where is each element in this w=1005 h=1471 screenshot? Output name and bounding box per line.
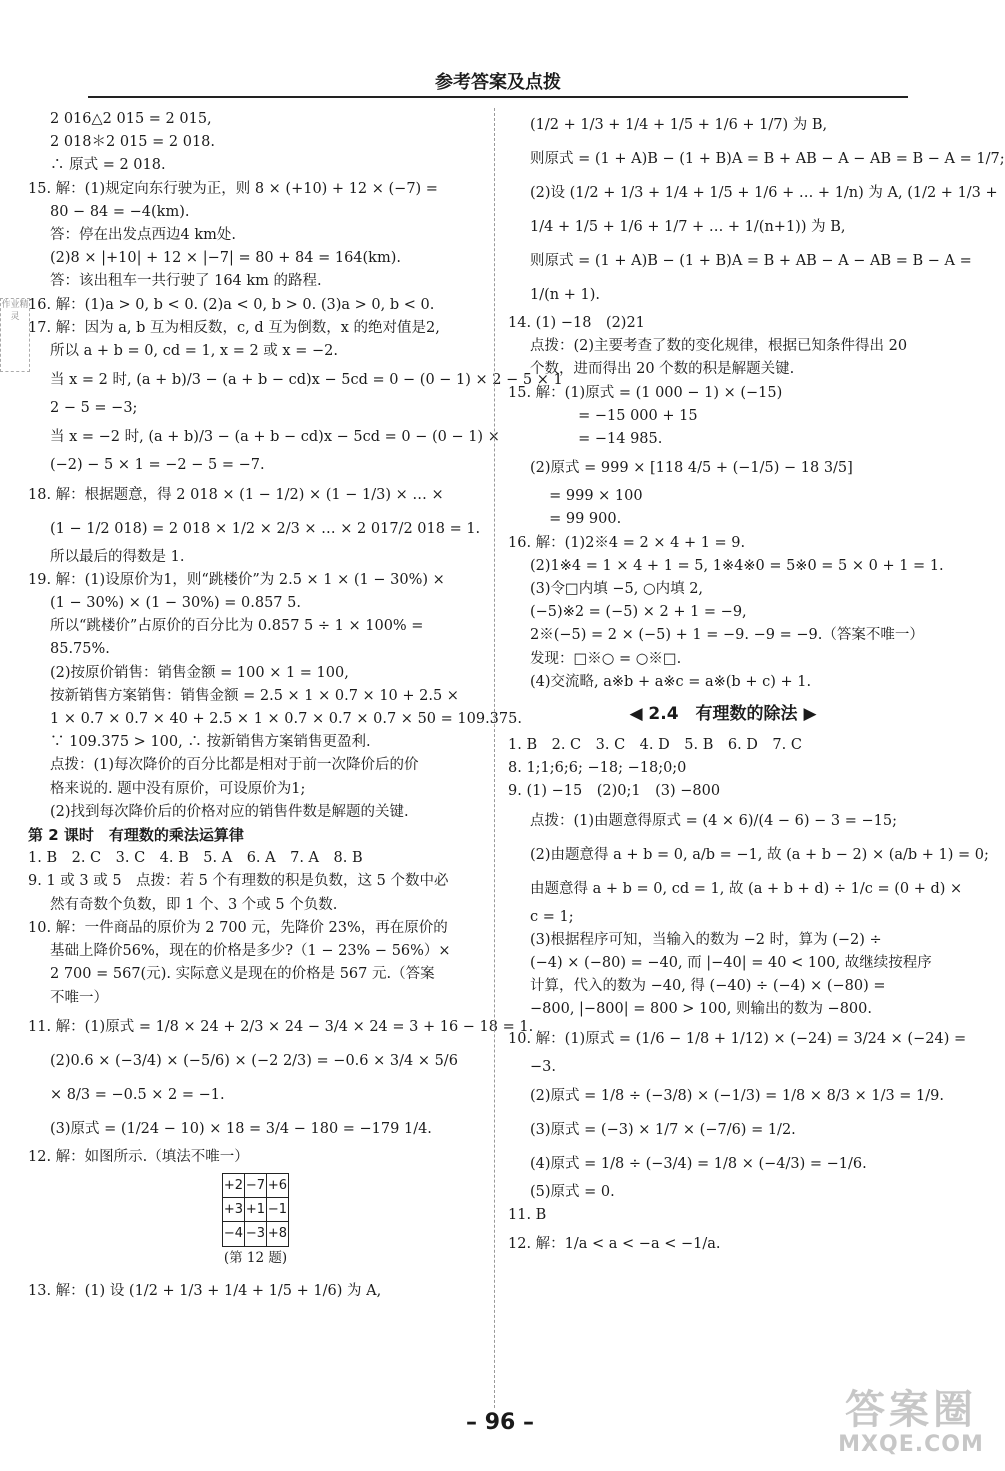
watermark-line1: 答案圈 [845, 1387, 977, 1433]
right-lines [508, 108, 1005, 1261]
answer-line: 所以“跳楼价”占原价的百分比为 0.857 5 ÷ 1 × 100% = [50, 618, 424, 635]
answer-line: (−4) × (−80) = −40, 而 |−40| = 40 < 100, 故继续按程序 [530, 955, 932, 972]
grid-cell: +6 [267, 1173, 289, 1197]
answer-line: 则原式 = (1 + A)B − (1 + B)A = B + AB − A − AB = B − A = [530, 253, 972, 269]
answer-line: −3. [530, 1058, 556, 1075]
answer-line: 点拨：(2)主要考查了数的变化规律，根据已知条件得出 20 [530, 338, 908, 355]
page-number: – 96 – [466, 1410, 534, 1435]
answer-line: = 99 900. [530, 511, 622, 528]
answer-line: 格来说的. 题中没有原价，可设原价为1; [50, 780, 306, 797]
answer-line: 当 x = 2 时, (a + b)/3 − (a + b − cd)x − 5cd = 0 − (0 − 1) × 2 − 5 × 1 [50, 372, 563, 389]
answer-line: 个数，进而得出 20 个数的积是解题关键. [530, 361, 795, 378]
grid-cell: +3 [223, 1198, 245, 1222]
answer-line: 1/(n + 1). [530, 287, 600, 303]
answer-line: (−2) − 5 × 1 = −2 − 5 = −7. [50, 457, 265, 474]
answer-line: 12. 解：1/a < a < −a < −1/a. [508, 1236, 721, 1253]
answer-line: 2 − 5 = −3; [50, 400, 138, 417]
answer-line: = −15 000 + 15 [530, 407, 698, 424]
grid-cell: −7 [245, 1173, 267, 1197]
answer-line: 12. 解：如图所示.（填法不唯一） [28, 1148, 249, 1165]
answer-line: (1/2 + 1/3 + 1/4 + 1/5 + 1/6 + 1/7) 为 B, [530, 117, 828, 133]
answer-line: (2)按原价销售：销售金额 = 100 × 1 = 100, [50, 664, 349, 681]
answer-line: 14. (1) −18 (2)21 [508, 315, 645, 331]
answer-line: (2)原式 = 1/8 ÷ (−3/8) × (−1/3) = 1/8 × 8/3 × 1/3 = 1/9. [530, 1087, 945, 1104]
grid-cell: +2 [223, 1173, 245, 1197]
answer-line: 点拨：(1)由题意得原式 = (4 × 6)/(4 − 6) − 3 = −15; [530, 812, 898, 829]
answer-line: 答：该出租车一共行驶了 164 km 的路程. [50, 273, 322, 290]
answer-line: 11. B [508, 1207, 547, 1224]
answer-line: 由题意得 a + b = 0, cd = 1, 故 (a + b + d) ÷ 1/c = (0 + d) × [530, 880, 963, 897]
answer-line: (1 − 30%) × (1 − 30%) = 0.857 5. [50, 595, 301, 612]
answer-line: 10. 解：一件商品的原价为 2 700 元，先降价 23%，再在原价的 [28, 919, 448, 936]
answer-line: 2 018＊2 015 = 2 018. [50, 134, 216, 151]
answer-line: 2 700 = 567(元). 实际意义是现在的价格是 567 元.（答案 [50, 966, 435, 983]
grid-row [223, 1198, 289, 1222]
answer-line: 1 × 0.7 × 0.7 × 40 + 2.5 × 1 × 0.7 × 0.7 × 0.7 × 50 = 109.375. [50, 711, 522, 728]
answer-line: 所以最后的得数是 1. [50, 548, 185, 565]
answer-line: 1/4 + 1/5 + 1/6 + 1/7 + … + 1/(n+1)) 为 B, [530, 219, 846, 235]
answer-line: (4)交流略, a※b + a※c = a※(b + c) + 1. [530, 673, 812, 690]
answer-line: (2)1※4 = 1 × 4 + 1 = 5, 1※4※0 = 5※0 = 5 × 0 + 1 = 1. [530, 557, 944, 574]
answer-line: (2)设 (1/2 + 1/3 + 1/4 + 1/5 + 1/6 + … + 1/n) 为 A, (1/2 + 1/3 + [530, 185, 998, 201]
answer-line: 2※(−5) = 2 × (−5) + 1 = −9. −9 = −9.（答案不唯一） [530, 627, 924, 644]
answer-line: 当 x = −2 时, (a + b)/3 − (a + b − cd)x − 5cd = 0 − (0 − 1) × [50, 429, 500, 446]
answer-line: 1. B 2. C 3. C 4. D 5. B 6. D 7. C [508, 737, 802, 754]
answer-line: 所以 a + b = 0, cd = 1, x = 2 或 x = −2. [50, 343, 338, 360]
answer-line: (3)原式 = (1/24 − 10) × 18 = 3/4 − 180 = −179 1/4. [50, 1120, 432, 1137]
answer-line: 答：停在出发点西边4 km处. [50, 227, 236, 244]
answer-line: ∵ 109.375 > 100, ∴ 按新销售方案销售更盈利. [50, 734, 371, 751]
section-title: 第 2 课时 有理数的乘法运算律 [28, 826, 244, 845]
grid-row [223, 1222, 289, 1246]
grid-cell: +8 [267, 1222, 289, 1246]
figure-12-caption: (第 12 题) [223, 1249, 288, 1266]
answer-line: 80 − 84 = −4(km). [50, 203, 190, 220]
answer-line: c = 1; [530, 908, 574, 925]
answer-line: = −14 985. [530, 431, 663, 448]
watermark-logo [826, 1388, 996, 1458]
answer-line: (2)由题意得 a + b = 0, a/b = −1, 故 (a + b − 2) × (a/b + 1) = 0; [530, 846, 989, 863]
answer-line: (−5)※2 = (−5) × 2 + 1 = −9, [530, 604, 747, 621]
grid-cell: −4 [223, 1222, 245, 1246]
grid-cell: +1 [245, 1198, 267, 1222]
answer-line: 1. B 2. C 3. C 4. B 5. A 6. A 7. A 8. B [28, 850, 363, 867]
answer-line: 15. 解：(1)规定向东行驶为正，则 8 × (+10) + 12 × (−7) = [28, 180, 438, 197]
right-column [508, 108, 1005, 1261]
answer-line: 按新销售方案销售：销售金额 = 2.5 × 1 × 0.7 × 10 + 2.5 × [50, 687, 459, 704]
answer-line: 16. 解：(1)2※4 = 2 × 4 + 1 = 9. [508, 534, 746, 551]
section-title: ◀ 2.4 有理数的除法 ▶ [629, 704, 817, 725]
answer-line: 不唯一） [50, 989, 108, 1006]
answer-line: (3)根据程序可知，当输入的数为 −2 时，算为 (−2) ÷ [530, 931, 882, 948]
answer-line: 85.75%. [50, 641, 110, 658]
answer-line: 13. 解：(1) 设 (1/2 + 1/3 + 1/4 + 1/5 + 1/6) 为 A, [28, 1282, 382, 1299]
answer-line: 9. 1 或 3 或 5 点拨：若 5 个有理数的积是负数，这 5 个数中必 [28, 873, 449, 890]
answer-line: 11. 解：(1)原式 = 1/8 × 24 + 2/3 × 24 − 3/4 × 24 = 3 + 16 − 18 = 1. [28, 1018, 534, 1035]
answer-line: 9. (1) −15 (2)0;1 (3) −800 [508, 783, 721, 800]
left-tail-lines [28, 1274, 483, 1308]
answer-line: 15. 解：(1)原式 = (1 000 − 1) × (−15) [508, 384, 783, 401]
answer-line: 则原式 = (1 + A)B − (1 + B)A = B + AB − A − AB = B − A = 1/7; [530, 151, 1005, 167]
header-rule [88, 96, 908, 98]
answer-line: 10. 解：(1)原式 = (1/6 − 1/8 + 1/12) × (−24) = 3/24 × (−24) = [508, 1030, 967, 1047]
answer-line: 点拨：(1)每次降价的百分比都是相对于前一次降价后的价 [50, 757, 419, 774]
answer-line: (4)原式 = 1/8 ÷ (−3/4) = 1/8 × (−4/3) = −1/6. [530, 1155, 867, 1172]
figure-12-grid [222, 1173, 289, 1247]
answer-line: 17. 解：因为 a, b 互为相反数，c, d 互为倒数，x 的绝对值是2, [28, 319, 440, 336]
answer-line: −800, |−800| = 800 > 100, 则输出的数为 −800. [530, 1001, 872, 1018]
answer-line: 发现：□※○ = ○※□. [530, 650, 682, 667]
answer-line: (2)找到每次降价后的价格对应的销售件数是解题的关键. [50, 803, 409, 820]
answer-line: 16. 解：(1)a > 0, b < 0. (2)a < 0, b > 0. (3)a > 0, b < 0. [28, 296, 435, 313]
stamp-mark: 作业精灵 [0, 298, 30, 372]
answer-line: (3)原式 = (−3) × 1/7 × (−7/6) = 1/2. [530, 1121, 796, 1138]
grid-cell: −1 [267, 1198, 289, 1222]
answer-line: (5)原式 = 0. [530, 1183, 615, 1200]
watermark-line2: MXQE.COM [838, 1432, 984, 1457]
grid-cell: −3 [245, 1222, 267, 1246]
answer-line: 然有奇数个负数，即 1 个、3 个或 5 个负数. [50, 896, 338, 913]
answer-line: (2)原式 = 999 × [118 4/5 + (−1/5) − 18 3/5] [530, 460, 853, 477]
answer-line: (3)令□内填 −5, ○内填 2, [530, 581, 704, 598]
grid-row [223, 1173, 289, 1197]
column-divider [494, 108, 496, 1408]
answer-line: 基础上降价56%，现在的价格是多少?（1 − 23% − 56%）× [50, 943, 451, 960]
answer-line: × 8/3 = −0.5 × 2 = −1. [50, 1086, 225, 1103]
answer-line: = 999 × 100 [530, 488, 643, 505]
answer-line: 19. 解：(1)设原价为1，则“跳楼价”为 2.5 × 1 × (1 − 30%) × [28, 571, 445, 588]
answer-line: 18. 解：根据题意，得 2 018 × (1 − 1/2) × (1 − 1/3) × … × [28, 486, 444, 503]
answer-line: (2)8 × |+10| + 12 × |−7| = 80 + 84 = 164(km). [50, 250, 401, 267]
page-header: 参考答案及点拨 [435, 72, 561, 93]
answer-line: 计算，代入的数为 −40, 得 (−40) ÷ (−4) × (−80) = [530, 978, 886, 995]
answer-line: (2)0.6 × (−3/4) × (−5/6) × (−2 2/3) = −0.6 × 3/4 × 5/6 [50, 1052, 458, 1069]
answer-line: (1 − 1/2 018) = 2 018 × 1/2 × 2/3 × … × 2 017/2 018 = 1. [50, 520, 481, 537]
answer-line: 8. 1;1;6;6; −18; −18;0;0 [508, 760, 687, 777]
answer-line: 2 016△2 015 = 2 015, [50, 111, 212, 127]
figure-12 [28, 1169, 483, 1274]
answer-line: ∴ 原式 = 2 018. [50, 157, 166, 174]
